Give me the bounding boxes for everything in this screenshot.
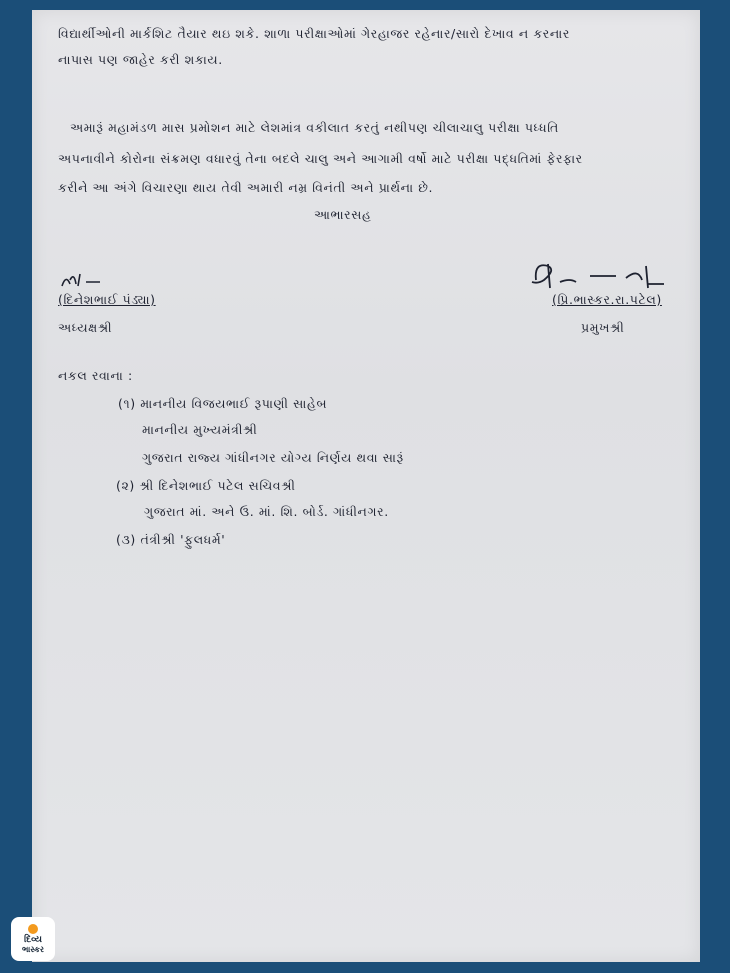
- copy-heading: નકલ રવાના :: [58, 368, 133, 383]
- copy-item-3: (૩) તંત્રીશ્રી 'ફુલધર્મ': [116, 532, 226, 547]
- logo-text-line1: દિવ્ય: [24, 935, 42, 945]
- para1-line2: નાપાસ પણ જાહેર કરી શકાય.: [58, 52, 223, 67]
- para1-line1: વિદ્યાર્થીઓની માર્કશિટ તૈયાર થઇ શકે. શાળા પરીક્ષાઓમાં ગેરહાજર રહેનાર/સારો દેખાવ ન કરનાર: [58, 26, 570, 41]
- copy-item-2-line2: ગુજરાત માં. અને ઉ. માં. શિ. બોર્ડ. ગાંધીનગર.: [144, 504, 389, 519]
- left-signatory-title: અધ્યક્ષશ્રી: [58, 320, 113, 335]
- para2-line2: અપનાવીને કોરોના સંક્રમણ વધારવું તેના બદલે ચાલુ અને આગામી વર્ષો માટે પરીક્ષા પદ્ધતિમાં ફેરફાર: [58, 151, 583, 166]
- right-signatory-title: પ્રમુખશ્રી: [581, 320, 625, 335]
- right-signature: [530, 258, 670, 294]
- right-signatory-name: (પ્રિ.ભાસ્કર.રા.પટેલ): [552, 292, 662, 307]
- copy-item-2: (૨) શ્રી દિનેશભાઈ પટેલ સચિવશ્રી: [116, 478, 296, 493]
- left-signature: [60, 268, 130, 290]
- para2-line1: અમારૂં મહામંડળ માસ પ્રમોશન માટે લેશમાંત્ર વકીલાત કરતું નથીપણ ચીલાચાલુ પરીક્ષા પધ્ધતિ: [70, 120, 559, 135]
- copy-item-1-line3: ગુજરાત રાજ્ય ગાંધીનગર યોગ્ય નિર્ણય થવા સારૂં: [142, 450, 404, 465]
- letter-page: [32, 10, 700, 962]
- divya-bhaskar-logo: [11, 917, 55, 961]
- sun-icon: [28, 924, 38, 934]
- logo-text-line2: ભાસ્કર: [21, 945, 45, 954]
- closing-text: આભારસહ: [314, 207, 372, 222]
- left-signatory-name: (દિનેશભાઈ પંડ્યા): [58, 292, 156, 307]
- para2-line3: કરીને આ અંગે વિચારણા થાય તેવી અમારી નમ્ર વિનંતી અને પ્રાર્થના છે.: [58, 180, 434, 195]
- copy-item-1-line2: માનનીય મુખ્યમંત્રીશ્રી: [142, 422, 258, 437]
- copy-item-1: (૧) માનનીય વિજયભાઈ રૂપાણી સાહેબ: [118, 396, 328, 411]
